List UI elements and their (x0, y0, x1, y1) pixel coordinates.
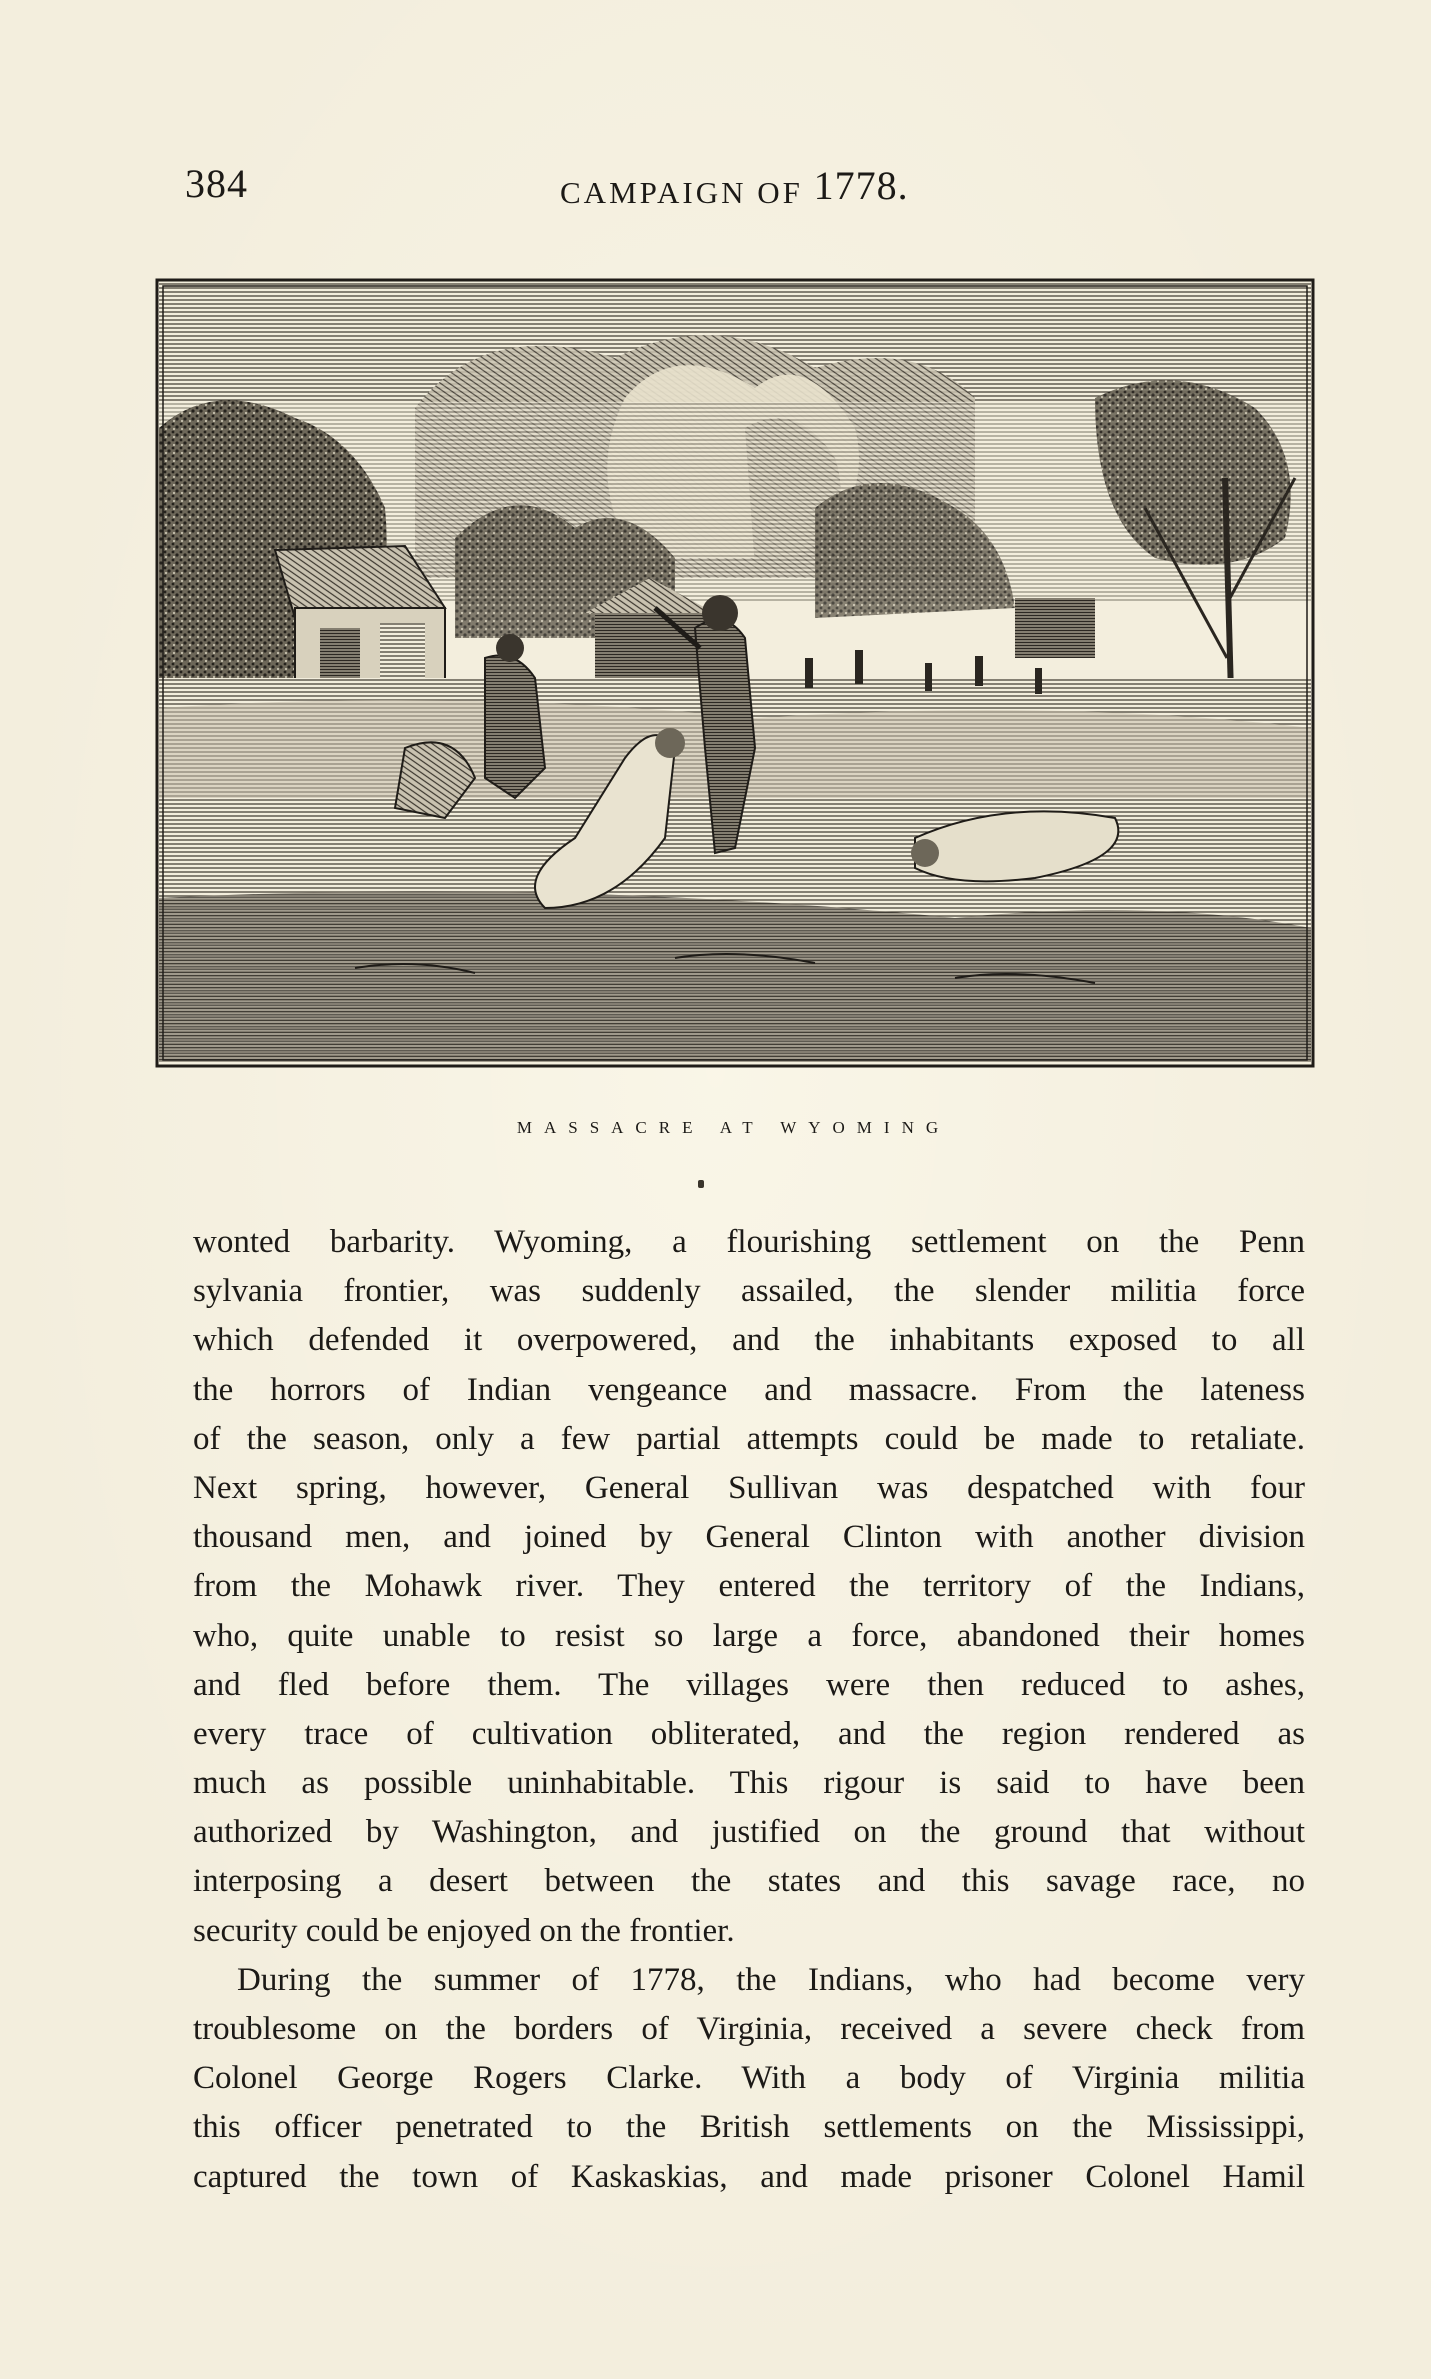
text-line: this officer penetrated to the British settlements on the Mississippi, (193, 2109, 1305, 2146)
text-line: interposing a desert between the states and this savage race, no (193, 1863, 1305, 1900)
illustration-caption: MASSACRE AT WYOMING (516, 1118, 951, 1137)
engraving-image (155, 278, 1315, 1068)
text-line: and fled before them. The villages were then reduced to ashes, (193, 1666, 1305, 1703)
running-head (185, 160, 1315, 220)
text-line: Colonel George Rogers Clarke. With a body of Virginia militia (193, 2060, 1305, 2097)
text-line: Next spring, however, General Sullivan was despatched with four (193, 1469, 1305, 1506)
stray-ink-mark (698, 1180, 704, 1188)
text-line: of the season, only a few partial attempts could be made to retaliate. (193, 1420, 1305, 1457)
running-head-text: CAMPAIGN OF (560, 175, 803, 210)
text-line: sylvania frontier, was suddenly assailed, the slender militia force (193, 1273, 1305, 1310)
running-head-title (560, 163, 909, 213)
text-line: thousand men, and joined by General Clinton with another division (193, 1519, 1305, 1556)
text-line: every trace of cultivation obliterated, and the region rendered as (193, 1715, 1305, 1752)
text-line: from the Mohawk river. They entered the territory of the Indians, (193, 1568, 1305, 1605)
text-line: which defended it overpowered, and the inhabitants exposed to all (193, 1322, 1305, 1359)
text-line: captured the town of Kaskaskias, and made prisoner Colonel Hamil (193, 2158, 1305, 2195)
text-line-paragraph-start: During the summer of 1778, the Indians, who had become very (237, 1961, 1305, 1998)
running-head-year: 1778. (813, 163, 909, 208)
text-line: much as possible uninhabitable. This rigour is said to have been (193, 1765, 1305, 1802)
text-line: authorized by Washington, and justified on the ground that without (193, 1814, 1305, 1851)
text-line: wonted barbarity. Wyoming, a flourishing settlement on the Penn (193, 1224, 1305, 1260)
engraving-illustration (155, 278, 1315, 1068)
body-text (193, 1218, 1305, 2202)
page-number: 384 (185, 161, 248, 206)
text-line: the horrors of Indian vengeance and massacre. From the lateness (193, 1371, 1305, 1408)
text-line-paragraph-end: security could be enjoyed on the frontier. (193, 1912, 735, 1949)
text-line: who, quite unable to resist so large a force, abandoned their homes (193, 1617, 1305, 1654)
text-line: troublesome on the borders of Virginia, received a severe check from (193, 2011, 1305, 2047)
